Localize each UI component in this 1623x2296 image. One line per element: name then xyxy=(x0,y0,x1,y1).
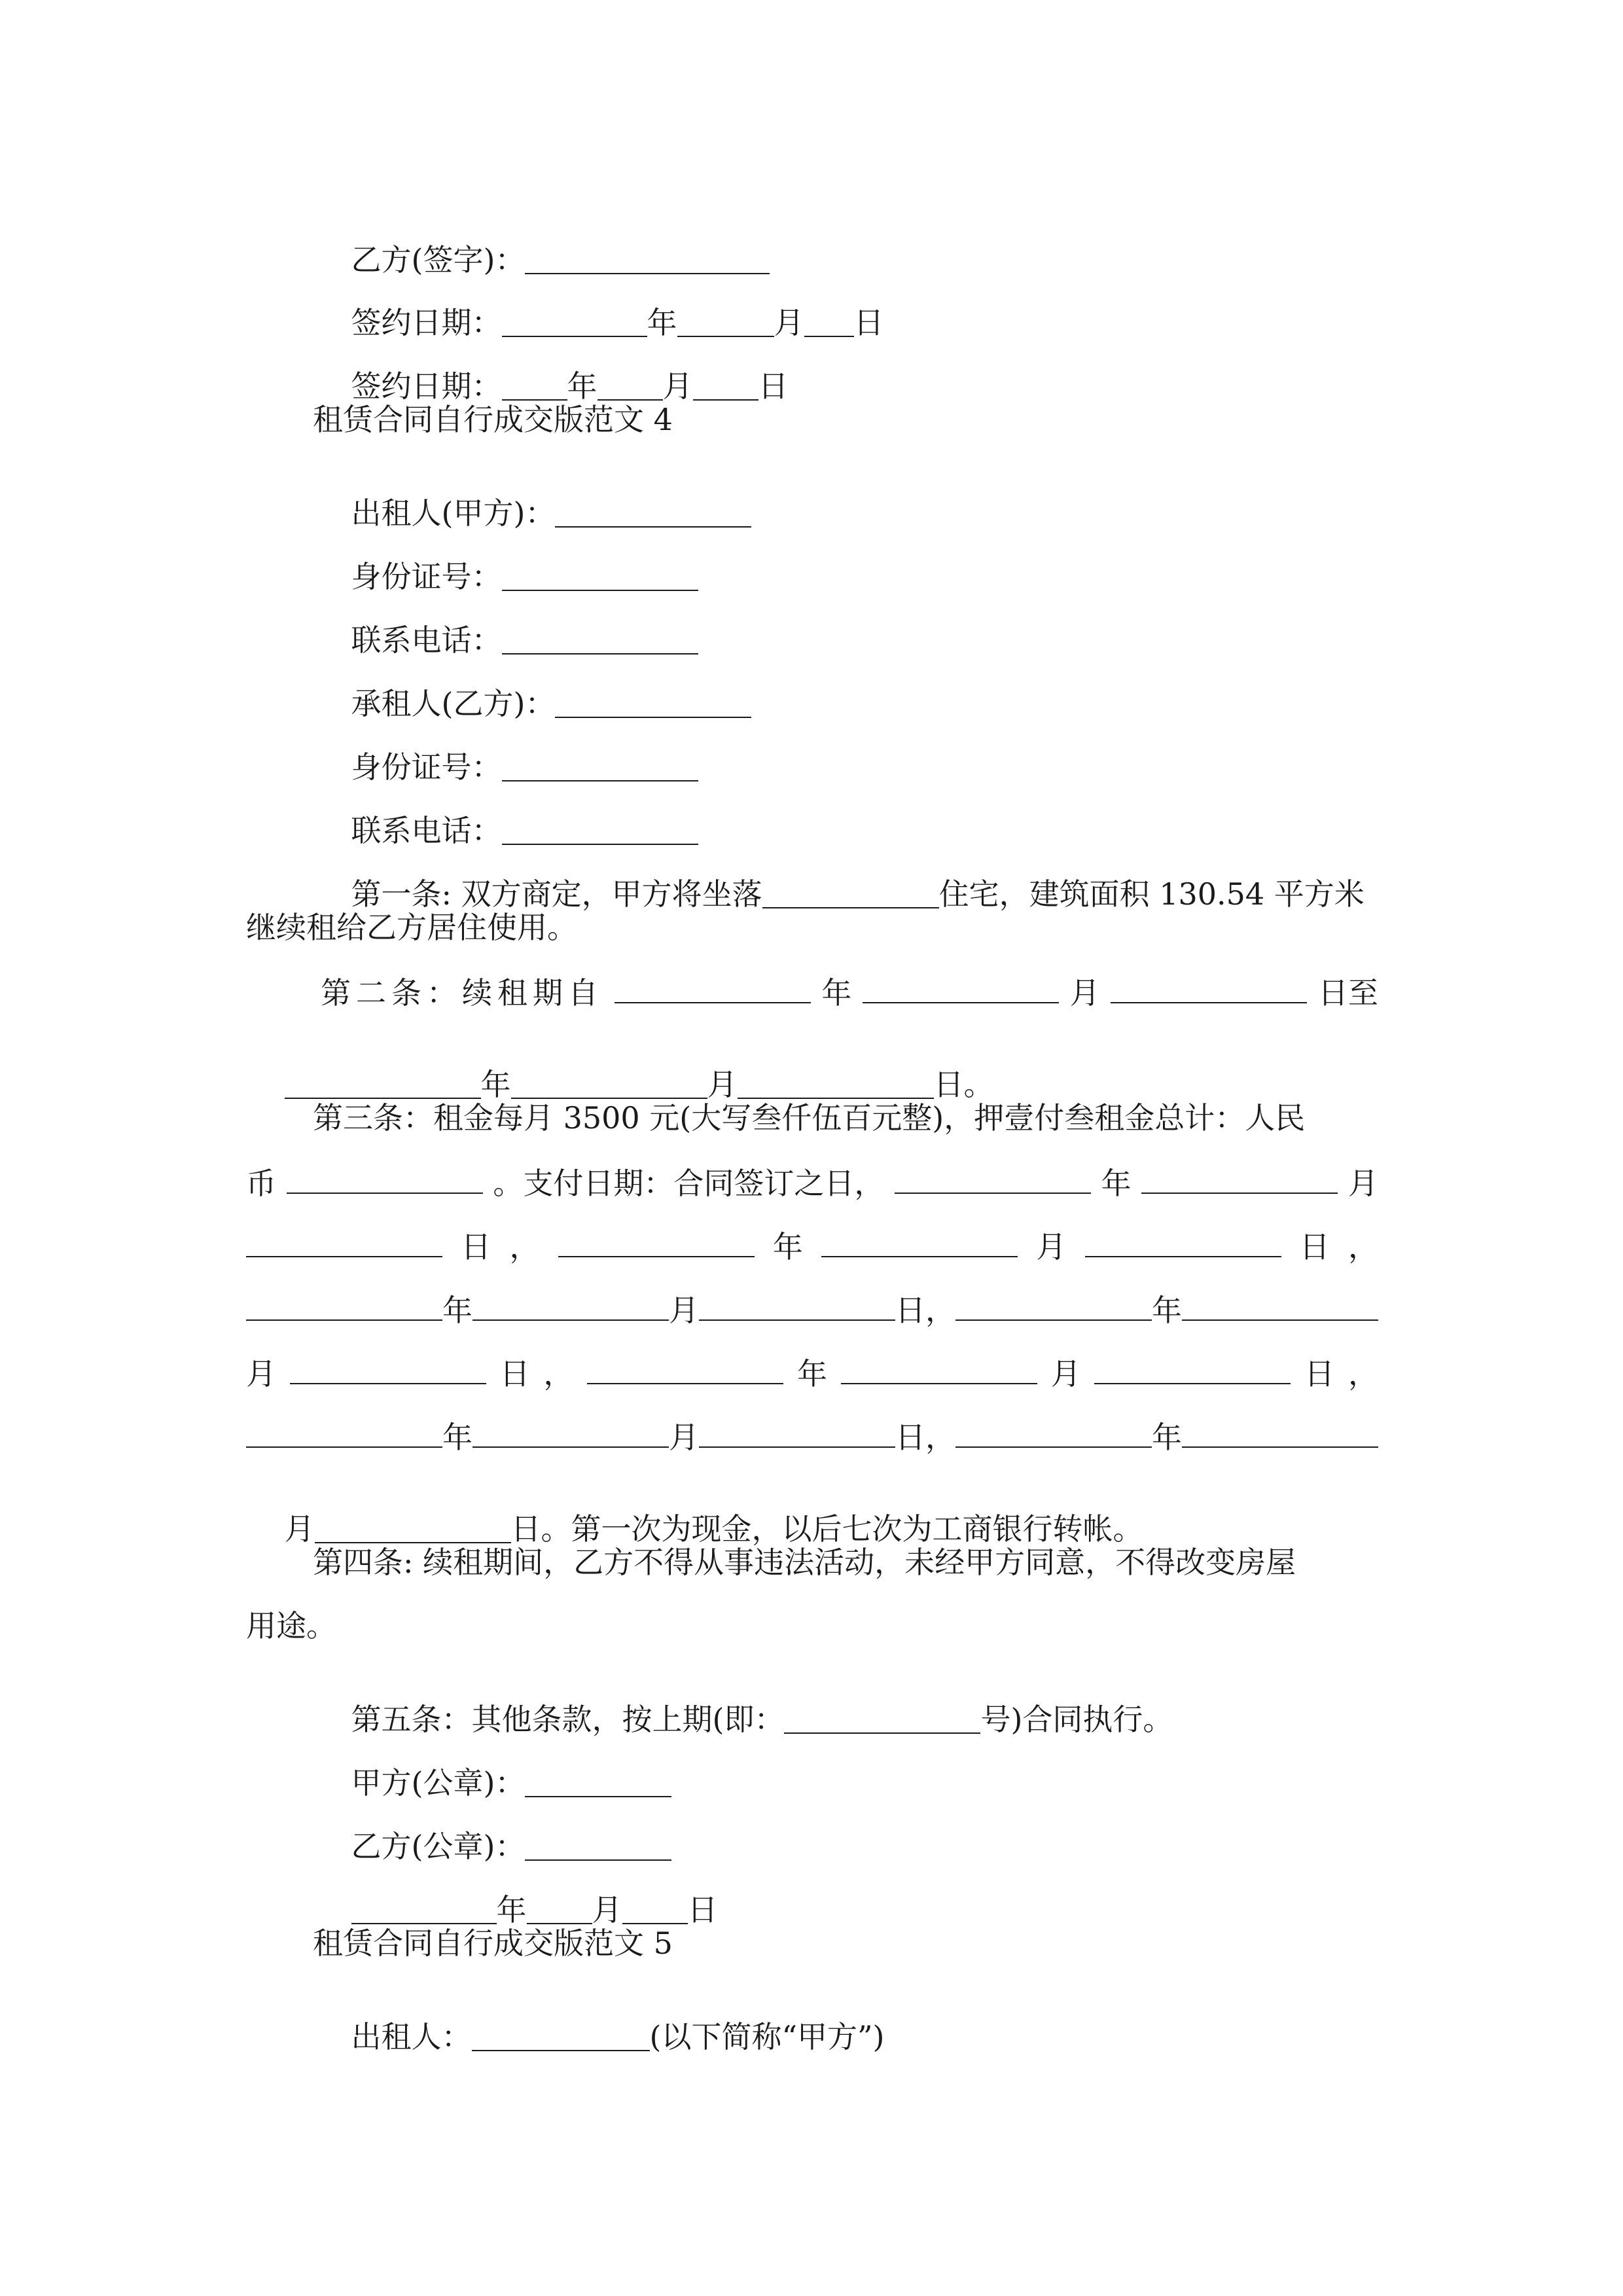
article-3-line-3: 日 ， 年 月 日 ， xyxy=(246,1230,1378,1262)
blank xyxy=(502,373,567,401)
blank xyxy=(955,1293,1152,1321)
section-title-4: 租赁合同自行成交版范文 4 xyxy=(313,402,673,437)
blank xyxy=(784,1706,980,1734)
blank xyxy=(677,310,774,337)
blank xyxy=(1182,1420,1378,1448)
phone-line-b: 联系电话： xyxy=(313,785,698,876)
article-3-line-1: 第三条：租金每月 3500 元(大写叁仟伍百元整)，押壹付叁租金总计：人民 xyxy=(313,1100,1306,1136)
blank xyxy=(246,1230,442,1257)
blank xyxy=(587,1357,783,1384)
blank xyxy=(1141,1166,1338,1194)
blank xyxy=(527,1897,592,1924)
blank xyxy=(699,1293,895,1321)
blank xyxy=(502,310,647,337)
blank xyxy=(473,1420,669,1448)
article-3-line-2: 币 。支付日期：合同签订之日， 年 月 xyxy=(246,1166,1378,1201)
article-1-line-2: 继续租给乙方居住使用。 xyxy=(246,910,577,945)
id-number-line-a: 身份证号： xyxy=(313,531,698,622)
blank xyxy=(1085,1230,1281,1257)
label: 乙方(签字)： xyxy=(351,242,526,278)
article-3-line-5: 月 日 ， 年 月 日 ， xyxy=(246,1356,1378,1391)
seal-date-line: 年 月 日 xyxy=(313,1865,718,1955)
blank xyxy=(738,1071,934,1099)
phone-line-a: 联系电话： xyxy=(313,595,698,685)
blank xyxy=(1094,1357,1291,1384)
blank xyxy=(699,1420,895,1448)
blank xyxy=(511,1071,707,1099)
blank xyxy=(473,1293,669,1321)
sign-date-line-2: 签约日期： 年 月 日 xyxy=(351,368,789,404)
article-4-line-1: 第四条: 续租期间，乙方不得从事违法活动，未经甲方同意，不得改变房屋 xyxy=(313,1545,1296,1580)
blank xyxy=(693,373,758,401)
blank xyxy=(351,1897,497,1924)
sign-date-line-1: 签约日期： 年 月 日 xyxy=(351,305,884,340)
blank xyxy=(955,1420,1152,1448)
blank xyxy=(290,1357,486,1384)
blank xyxy=(315,1516,511,1543)
id-number-line-b: 身份证号： xyxy=(313,722,698,812)
blank xyxy=(502,754,698,781)
label: 签约日期： xyxy=(351,368,502,404)
article-5-line: 第五条：其他条款，按上期(即： 号)合同执行。 xyxy=(351,1702,1173,1737)
blank xyxy=(863,976,1059,1003)
article-3-line-4: 年 月 日， 年 xyxy=(246,1293,1378,1325)
blank xyxy=(502,817,698,845)
article-2-line-2: 年 月 日。 xyxy=(246,1039,994,1130)
article-1-line-1: 第一条: 双方商定，甲方将坐落 住宅，建筑面积 130.54 平方米 xyxy=(351,876,1364,912)
blank xyxy=(525,1770,671,1797)
lessee-b-line: 承租人(乙方)： xyxy=(313,658,751,749)
blank xyxy=(287,1166,483,1194)
blank xyxy=(525,1833,671,1861)
blank xyxy=(472,2024,650,2051)
blank xyxy=(555,500,751,528)
blank xyxy=(615,976,811,1003)
blank xyxy=(1182,1293,1378,1321)
blank xyxy=(555,691,751,718)
blank xyxy=(841,1357,1037,1384)
article-3-line-6: 年 月 日， 年 xyxy=(246,1420,1378,1452)
blank xyxy=(597,373,663,401)
blank xyxy=(558,1230,755,1257)
blank xyxy=(895,1166,1091,1194)
blank xyxy=(246,1293,442,1321)
blank xyxy=(1111,976,1307,1003)
blank xyxy=(821,1230,1018,1257)
blank xyxy=(762,881,939,908)
blank xyxy=(502,627,698,655)
section-title-5: 租赁合同自行成交版范文 5 xyxy=(313,1926,673,1961)
label: 签约日期： xyxy=(351,305,502,340)
blank xyxy=(525,247,770,274)
blank xyxy=(246,1420,442,1448)
article-3-line-7: 月 日。第一次为现金，以后七次为工商银行转帐。 xyxy=(284,1511,1143,1547)
party-b-seal-line: 乙方(公章)： xyxy=(313,1801,671,1892)
party-a-seal-line: 甲方(公章)： xyxy=(313,1738,671,1828)
article-2-line-1: 第二条：续租期自 年 月 日至 xyxy=(321,975,1378,1011)
blank xyxy=(502,564,698,591)
article-4-line-2: 用途。 xyxy=(246,1608,336,1643)
lessor-a-line: 出租人(甲方)： xyxy=(313,468,751,558)
lessor-line: 出租人： (以下简称“甲方”) xyxy=(351,2019,885,2054)
blank xyxy=(804,310,854,337)
blank xyxy=(285,1071,481,1099)
blank xyxy=(622,1897,688,1924)
